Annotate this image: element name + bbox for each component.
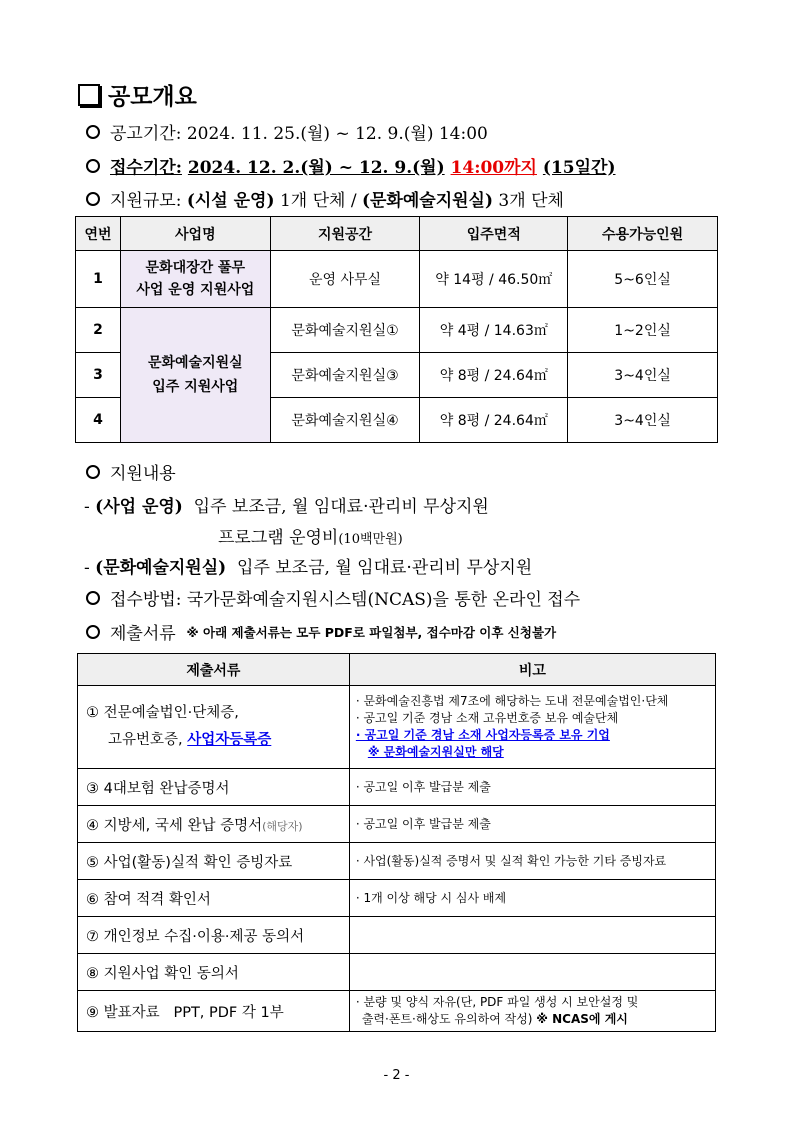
- th-cap: 수용가능인원: [568, 217, 718, 251]
- circle-bullet-icon: [86, 591, 100, 605]
- cell-biz: 문화대장간 풀무 사업 운영 지원사업: [120, 251, 270, 308]
- table-row: [78, 686, 716, 769]
- cell-space: 문화예술지원실③: [270, 353, 420, 398]
- circle-bullet-icon: [86, 125, 100, 139]
- cell-area: 약 8평 / 24.64㎡: [420, 353, 568, 398]
- table-row: [76, 308, 718, 353]
- cell-cap: 3~4인실: [568, 398, 718, 443]
- scale-line: [86, 186, 564, 211]
- cell-no: 1: [76, 251, 121, 308]
- receipt-label: 접수기간:: [110, 158, 182, 178]
- circle-bullet-icon: [86, 625, 100, 639]
- cell-biz: 문화예술지원실 입주 지원사업: [120, 308, 270, 443]
- doc-cell: ⑤ 사업(활동)실적 확인 증빙자료: [78, 843, 350, 880]
- scale-part1: (시설 운영): [186, 191, 275, 211]
- docs-table: [77, 653, 716, 1032]
- th-space: 지원공간: [270, 217, 420, 251]
- doc-small: (해당자): [262, 819, 303, 833]
- receipt-days: (15일간): [542, 158, 616, 178]
- th-area: 입주면적: [420, 217, 568, 251]
- room-label: (문화예술지원실): [95, 558, 227, 578]
- circle-bullet-icon: [86, 192, 100, 206]
- th-note: 비고: [349, 654, 715, 686]
- note-line-blue: · 공고일 기준 경남 소재 사업자등록증 보유 기업: [355, 728, 610, 742]
- room-text: 입주 보조금, 월 임대료·관리비 무상지원: [237, 558, 533, 578]
- method-text: 국가문화예술지원시스템(NCAS)을 통한 온라인 접수: [186, 590, 581, 610]
- doc-text-2a: 고유번호증,: [108, 732, 183, 748]
- note-line: · 분량 및 양식 자유(단, PDF 파일 생성 시 보안설정 및: [355, 995, 639, 1009]
- note-cell: · 공고일 이후 발급분 제출: [349, 769, 715, 806]
- cell-no: 4: [76, 398, 121, 443]
- note-cell: [349, 991, 715, 1032]
- table-header-row: [78, 654, 716, 686]
- support-biz-op-2: [218, 523, 403, 548]
- support-line: [86, 459, 176, 484]
- note-cell: · 사업(활동)실적 증명서 및 실적 확인 가능한 기타 증빙자료: [349, 843, 715, 880]
- method-line: [86, 585, 580, 610]
- checkbox-icon: [78, 84, 100, 106]
- table-row: [78, 954, 716, 991]
- doc-cell: ③ 4대보험 완납증명서: [78, 769, 350, 806]
- note-cell: · 공고일 이후 발급분 제출: [349, 806, 715, 843]
- cell-area: 약 14평 / 46.50㎡: [420, 251, 568, 308]
- table-row: [78, 991, 716, 1032]
- biz-op-text2: 프로그램 운영비: [218, 528, 339, 548]
- doc-cell: ⑦ 개인정보 수집·이용·제공 동의서: [78, 917, 350, 954]
- note-cell: [349, 954, 715, 991]
- table-row: [78, 917, 716, 954]
- doc-text: ④ 지방세, 국세 완납 증명서: [86, 817, 263, 834]
- business-reg-link: 사업자등록증: [187, 732, 272, 748]
- scale-label: 지원규모:: [110, 191, 182, 211]
- doc-text: ① 전문예술법인·단체증,: [86, 705, 239, 721]
- docs-label: 제출서류: [110, 624, 176, 644]
- announce-label: 공고기간:: [110, 124, 182, 144]
- docs-line: [86, 619, 556, 644]
- note-line-2: [356, 1011, 715, 1028]
- table-header-row: [76, 217, 718, 251]
- cell-cap: 3~4인실: [568, 353, 718, 398]
- title-text: 공모개요: [108, 84, 197, 110]
- support-biz-op: - (사업 운영) 입주 보조금, 월 임대료·관리비 무상지원: [84, 497, 489, 517]
- cell-cap: 1~2인실: [568, 308, 718, 353]
- biz-op-amount: (10백만원): [338, 532, 403, 547]
- circle-bullet-icon: [86, 465, 100, 479]
- cell-area: 약 8평 / 24.64㎡: [420, 398, 568, 443]
- note-cell: [349, 686, 715, 769]
- note-line-blue: ※ 문화예술지원실만 해당: [367, 745, 504, 759]
- cell-no: 3: [76, 353, 121, 398]
- cell-area: 약 4평 / 14.63㎡: [420, 308, 568, 353]
- table-row: [78, 880, 716, 917]
- method-label: 접수방법:: [110, 590, 182, 610]
- note-line: · 문화예술진흥법 제7조에 해당하는 도내 전문예술법인·단체: [355, 694, 669, 708]
- section-title: [78, 78, 197, 111]
- note-line: · 공고일 기준 경남 소재 고유번호증 보유 예술단체: [355, 711, 619, 725]
- table-row: [78, 806, 716, 843]
- docs-note: ※ 아래 제출서류는 모두 PDF로 파일첨부, 접수마감 이후 신청불가: [186, 624, 557, 640]
- cell-no: 2: [76, 308, 121, 353]
- doc-cell: ⑨ 발표자료 PPT, PDF 각 1부: [78, 991, 350, 1032]
- biz-op-text: 입주 보조금, 월 임대료·관리비 무상지원: [193, 497, 489, 517]
- doc-cell: ⑧ 지원사업 확인 동의서: [78, 954, 350, 991]
- note-cell: [349, 917, 715, 954]
- scale-part3: (문화예술지원실): [361, 191, 494, 211]
- receipt-value: 2024. 12. 2.(월) ~ 12. 9.(월): [187, 158, 445, 178]
- space-table: [75, 216, 718, 443]
- cell-cap: 5~6인실: [568, 251, 718, 308]
- receipt-line: [86, 153, 616, 178]
- th-no: 연번: [76, 217, 121, 251]
- support-room: - (문화예술지원실) 입주 보조금, 월 임대료·관리비 무상지원: [84, 558, 533, 578]
- note-cell: · 1개 이상 해당 시 심사 배제: [349, 880, 715, 917]
- page-number: - 2 -: [383, 1068, 410, 1083]
- th-doc: 제출서류: [78, 654, 350, 686]
- cell-space: 운영 사무실: [270, 251, 420, 308]
- biz-op-label: (사업 운영): [95, 497, 183, 517]
- cell-space: 문화예술지원실④: [270, 398, 420, 443]
- cell-space: 문화예술지원실①: [270, 308, 420, 353]
- th-biz: 사업명: [120, 217, 270, 251]
- doc-cell: ⑥ 참여 적격 확인서: [78, 880, 350, 917]
- doc-cell: [78, 806, 350, 843]
- announce-line: [86, 119, 488, 144]
- scale-part4: 3개 단체: [498, 191, 564, 211]
- circle-bullet-icon: [86, 159, 100, 173]
- scale-part2: 1개 단체 /: [279, 191, 357, 211]
- receipt-deadline: 14:00까지: [450, 158, 537, 178]
- table-row: [76, 251, 718, 308]
- announce-value: 2024. 11. 25.(월) ~ 12. 9.(월) 14:00: [186, 124, 488, 144]
- doc-text-2: [86, 727, 349, 754]
- support-label: 지원내용: [110, 464, 176, 484]
- note-bold: ※ NCAS에 게시: [536, 1012, 628, 1026]
- doc-cell: [78, 686, 350, 769]
- note-line: 출력·폰트·해상도 유의하여 작성): [361, 1012, 533, 1026]
- table-row: [78, 769, 716, 806]
- table-row: [78, 843, 716, 880]
